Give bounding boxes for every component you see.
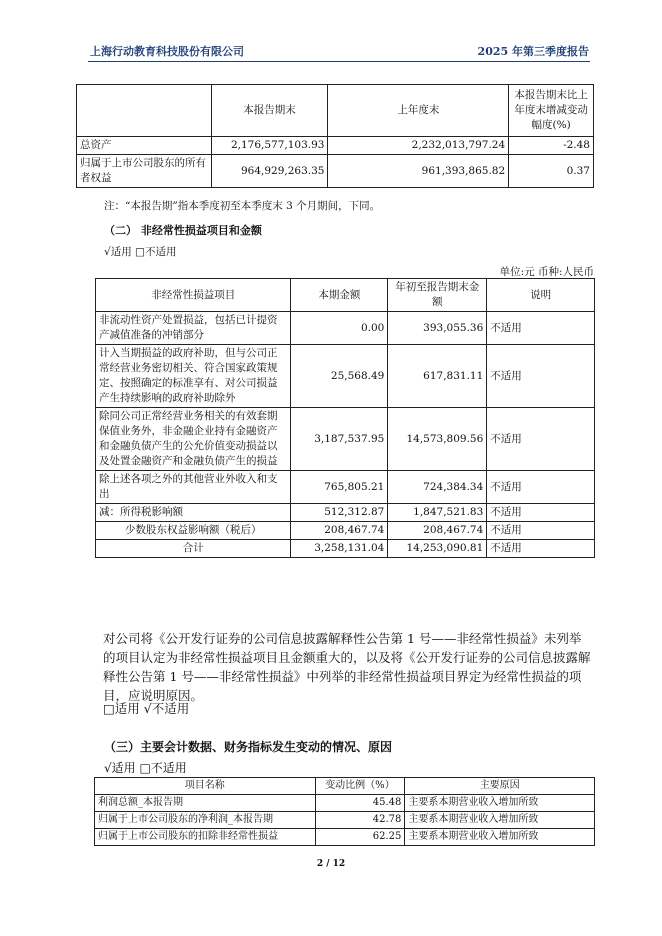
header-cell: 非经常性损益项目	[96, 279, 291, 312]
header-cell: 项目名称	[95, 778, 316, 795]
table-header-row	[77, 85, 594, 137]
cell-note: 不适用	[487, 504, 595, 522]
header-divider	[88, 61, 590, 62]
header-cell: 说明	[487, 279, 595, 312]
cell-reason: 主要系本期营业收入增加所致	[405, 812, 595, 829]
paragraph-applicable: □适用 √不适用	[103, 701, 190, 716]
cell-label: 计入当期损益的政府补助，但与公司正常经营业务密切相关、符合国家政策规定、按照确定的标准享有、对公司损益产生持续影响的政府补助除外	[96, 345, 291, 408]
header-cell: 变动比例（%）	[315, 778, 405, 795]
page-number: 2 / 12	[316, 859, 346, 869]
header-cell: 主要原因	[405, 778, 595, 795]
cell-value: 964,929,263.35	[211, 155, 328, 188]
table-row	[77, 155, 594, 188]
cell-note: 不适用	[487, 471, 595, 504]
cell-label: 除上述各项之外的其他营业外收入和支出	[96, 471, 291, 504]
cell-note: 不适用	[487, 345, 595, 408]
cell-note: 不适用	[487, 312, 595, 345]
cell-label: 合计	[96, 540, 291, 558]
cell-value: 2,232,013,797.24	[328, 137, 509, 155]
balance-summary-table	[76, 84, 594, 188]
cell-value: 3,258,131.04	[291, 540, 388, 558]
cell-label: 归属于上市公司股东的所有者权益	[77, 155, 212, 188]
table-row	[95, 812, 595, 829]
unit-currency-label: 单位:元 币种:人民币	[499, 266, 594, 278]
cell-value: 62.25	[315, 829, 405, 846]
cell-label: 除同公司正常经营业务相关的有效套期保值业务外，非金融企业持有金融资产和金融负债产生的公允价值变动损益以及处置金融资产和金融负债产生的损益	[96, 408, 291, 471]
header-cell: 本期金额	[291, 279, 388, 312]
cell-value: 961,393,865.82	[328, 155, 509, 188]
cell-label: 少数股东权益影响额（税后）	[96, 522, 291, 540]
header-cell: 年初至报告期末金额	[388, 279, 487, 312]
header-cell: 上年度末	[328, 85, 509, 137]
table-row	[96, 504, 595, 522]
period-note: 注：“本报告期”指本季度初至本季度末 3 个月期间，下同。	[104, 200, 381, 212]
table-row	[95, 795, 595, 812]
table-header-row	[96, 279, 595, 312]
explanation-paragraph: 对公司将《公开发行证券的公司信息披露解释性公告第 1 号——非经常性损益》未列举的项目认定为非经常性损益项目且金额重大的，以及将《公开发行证券的公司信息披露解释性公告第 1 号——非经常性损益》中列举的非经常性损益项目界定为经常性损益的项目，应说明原因。	[103, 631, 591, 703]
header-cell: 本报告期末	[211, 85, 328, 137]
cell-reason: 主要系本期营业收入增加所致	[405, 829, 595, 846]
section-3-title: （三）主要会计数据、财务指标发生变动的情况、原因	[104, 740, 393, 754]
cell-label: 非流动性资产处置损益，包括已计提资产减值准备的冲销部分	[96, 312, 291, 345]
cell-value: 14,253,090.81	[388, 540, 487, 558]
cell-value: 25,568.49	[291, 345, 388, 408]
table-row	[96, 345, 595, 408]
cell-value: 45.48	[315, 795, 405, 812]
cell-reason: 主要系本期营业收入增加所致	[405, 795, 595, 812]
cell-value: 724,384.34	[388, 471, 487, 504]
cell-value: 765,805.21	[291, 471, 388, 504]
cell-value: 512,312.87	[291, 504, 388, 522]
cell-value: 393,055.36	[388, 312, 487, 345]
cell-value: 14,573,809.56	[388, 408, 487, 471]
cell-value: -2.48	[509, 137, 594, 155]
table-header-row	[95, 778, 595, 795]
table-row	[77, 137, 594, 155]
change-reasons-table	[94, 777, 595, 846]
report-title: 2025 年第三季度报告	[477, 45, 589, 58]
section-2-applicable: √适用 □不适用	[104, 246, 177, 258]
table-total-row	[96, 540, 595, 558]
table-row	[96, 522, 595, 540]
company-name: 上海行动教育科技股份有限公司	[90, 45, 244, 58]
cell-value: 208,467.74	[291, 522, 388, 540]
table-row	[96, 312, 595, 345]
cell-note: 不适用	[487, 522, 595, 540]
cell-label: 归属于上市公司股东的净利润_本报告期	[95, 812, 316, 829]
header-cell: 本报告期末比上年度末增减变动幅度(%)	[509, 85, 594, 137]
cell-label: 归属于上市公司股东的扣除非经常性损益	[95, 829, 316, 846]
non-recurring-items-table	[95, 278, 595, 558]
table-row	[95, 829, 595, 846]
cell-value: 208,467.74	[388, 522, 487, 540]
cell-value: 1,847,521.83	[388, 504, 487, 522]
cell-value: 3,187,537.95	[291, 408, 388, 471]
cell-value: 0.37	[509, 155, 594, 188]
section-2-title: （二） 非经常性损益项目和金额	[104, 224, 262, 237]
section-3-applicable: √适用 □不适用	[104, 761, 187, 775]
cell-note: 不适用	[487, 408, 595, 471]
cell-note: 不适用	[487, 540, 595, 558]
cell-value: 2,176,577,103.93	[211, 137, 328, 155]
cell-value: 0.00	[291, 312, 388, 345]
cell-value: 617,831.11	[388, 345, 487, 408]
table-row	[96, 408, 595, 471]
cell-label: 总资产	[77, 137, 212, 155]
cell-label: 利润总额_本报告期	[95, 795, 316, 812]
cell-value: 42.78	[315, 812, 405, 829]
cell-label: 减：所得税影响额	[96, 504, 291, 522]
header-cell	[77, 85, 212, 137]
table-row	[96, 471, 595, 504]
